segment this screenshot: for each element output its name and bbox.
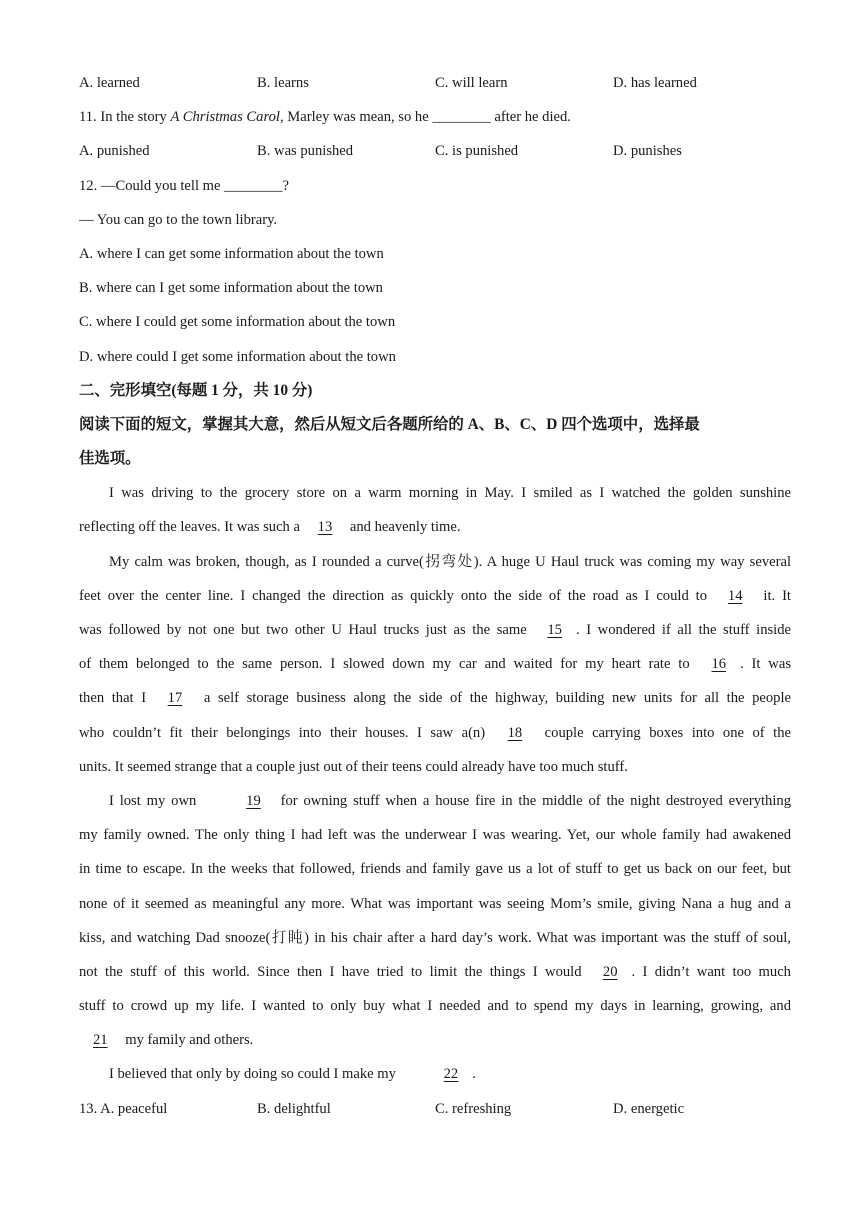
passage-line: I was driving to the grocery store on a warm morning in May. I smiled as I watched the golden sunshine bbox=[109, 485, 791, 502]
blank-17: 17 bbox=[167, 690, 183, 707]
q12-option-b: B. where can I get some information about the town bbox=[79, 280, 383, 297]
passage-line: then that I 17 a self storage business along the side of the highway, building new units for all the people bbox=[79, 681, 791, 715]
blank-16: 16 bbox=[711, 656, 727, 673]
q11-options bbox=[79, 134, 791, 168]
section-instruction-1: 阅读下面的短文，掌握其大意，然后从短文后各题所给的 A、B、C、D 四个选项中，选择最 bbox=[79, 415, 700, 433]
answer-blank: ________ bbox=[432, 109, 491, 126]
option-b: B. delightful bbox=[257, 1100, 331, 1117]
section-instruction-2: 佳选项。 bbox=[79, 450, 141, 468]
passage-line: kiss, and watching Dad snooze(打盹) in his chair after a hard day’s work. What was important was the stuff of soul, bbox=[79, 929, 791, 946]
passage-line: reflecting off the leaves. It was such a 13 and heavenly time. bbox=[79, 510, 791, 544]
passage-line: in time to escape. In the weeks that followed, friends and family gave us a lot of stuff to get us back on our feet, but bbox=[79, 861, 791, 878]
blank-18: 18 bbox=[507, 724, 523, 741]
option-d: D. has learned bbox=[613, 75, 697, 91]
exam-page bbox=[79, 66, 791, 1126]
section-title: 二、完形填空(每题 1 分，共 10 分) bbox=[79, 381, 313, 399]
q12-option-c: C. where I could get some information about the town bbox=[79, 314, 396, 331]
option-a: A. learned bbox=[79, 75, 140, 91]
passage-line: feet over the center line. I changed the direction as quickly onto the side of the road as I could to 14 it. It bbox=[79, 579, 791, 613]
option-a: A. punished bbox=[79, 143, 150, 160]
blank-14: 14 bbox=[727, 587, 743, 604]
blank-19: 19 bbox=[246, 792, 261, 809]
blank-22: 22 bbox=[443, 1066, 459, 1083]
passage-line: who couldn’t fit their belongings into their houses. I saw a(n) 18 couple carrying boxes into one of the bbox=[79, 716, 791, 750]
blank-21: 21 bbox=[93, 1032, 108, 1049]
passage-line: none of it seemed as meaningful any more. What was important was seeing Mom’s smile, giving Nana a hug and a bbox=[79, 895, 791, 912]
option-a: 13. A. peaceful bbox=[79, 1100, 168, 1117]
q12-option-d: D. where could I get some information about the town bbox=[79, 348, 396, 365]
passage-line: My calm was broken, though, as I rounded a curve(拐弯处). A huge U Haul truck was coming my way several bbox=[109, 553, 791, 570]
option-c: C. is punished bbox=[435, 143, 519, 160]
option-d: D. punishes bbox=[613, 143, 682, 160]
passage-line: I lost my own 19 for owning stuff when a house fire in the middle of the night destroyed everything bbox=[79, 784, 791, 818]
passage-line: 21 my family and others. bbox=[79, 1023, 791, 1057]
q11-question: 11. In the story A Christmas Carol, Marley was mean, so he ________ after he died. bbox=[79, 109, 571, 126]
option-b: B. was punished bbox=[257, 143, 354, 160]
passage-line: stuff to crowd up my life. I wanted to only buy what I needed and to spend my days in learning, growing, and bbox=[79, 998, 791, 1015]
option-d: D. energetic bbox=[613, 1100, 685, 1117]
story-title: A Christmas Carol bbox=[170, 109, 280, 126]
passage-line: was followed by not one but two other U Haul trucks just as the same 15 . I wondered if all the stuff inside bbox=[79, 613, 791, 647]
blank-13: 13 bbox=[317, 519, 333, 536]
passage-line: not the stuff of this world. Since then I have tried to limit the things I would 20 . I didn’t want too much bbox=[79, 955, 791, 989]
passage-line: I believed that only by doing so could I make my 22 . bbox=[79, 1057, 791, 1091]
q10-options bbox=[79, 66, 791, 100]
option-b: B. learns bbox=[257, 75, 309, 91]
option-c: C. will learn bbox=[435, 75, 508, 91]
q12-option-a: A. where I can get some information about the town bbox=[79, 245, 384, 262]
blank-15: 15 bbox=[547, 622, 562, 638]
blank-20: 20 bbox=[602, 963, 618, 980]
passage-line: my family owned. The only thing I had left was the underwear I was wearing. Yet, our whole family had awakened bbox=[79, 827, 791, 844]
q12-answer: — You can go to the town library. bbox=[79, 211, 278, 228]
option-c: C. refreshing bbox=[435, 1100, 512, 1117]
passage-line: units. It seemed strange that a couple just out of their teens could already have too much stuff. bbox=[79, 758, 628, 775]
q12-question: 12. —Could you tell me ________? bbox=[79, 177, 289, 194]
q13-options bbox=[79, 1092, 791, 1126]
passage-line: of them belonged to the same person. I slowed down my car and waited for my heart rate to 16 . It was bbox=[79, 647, 791, 681]
